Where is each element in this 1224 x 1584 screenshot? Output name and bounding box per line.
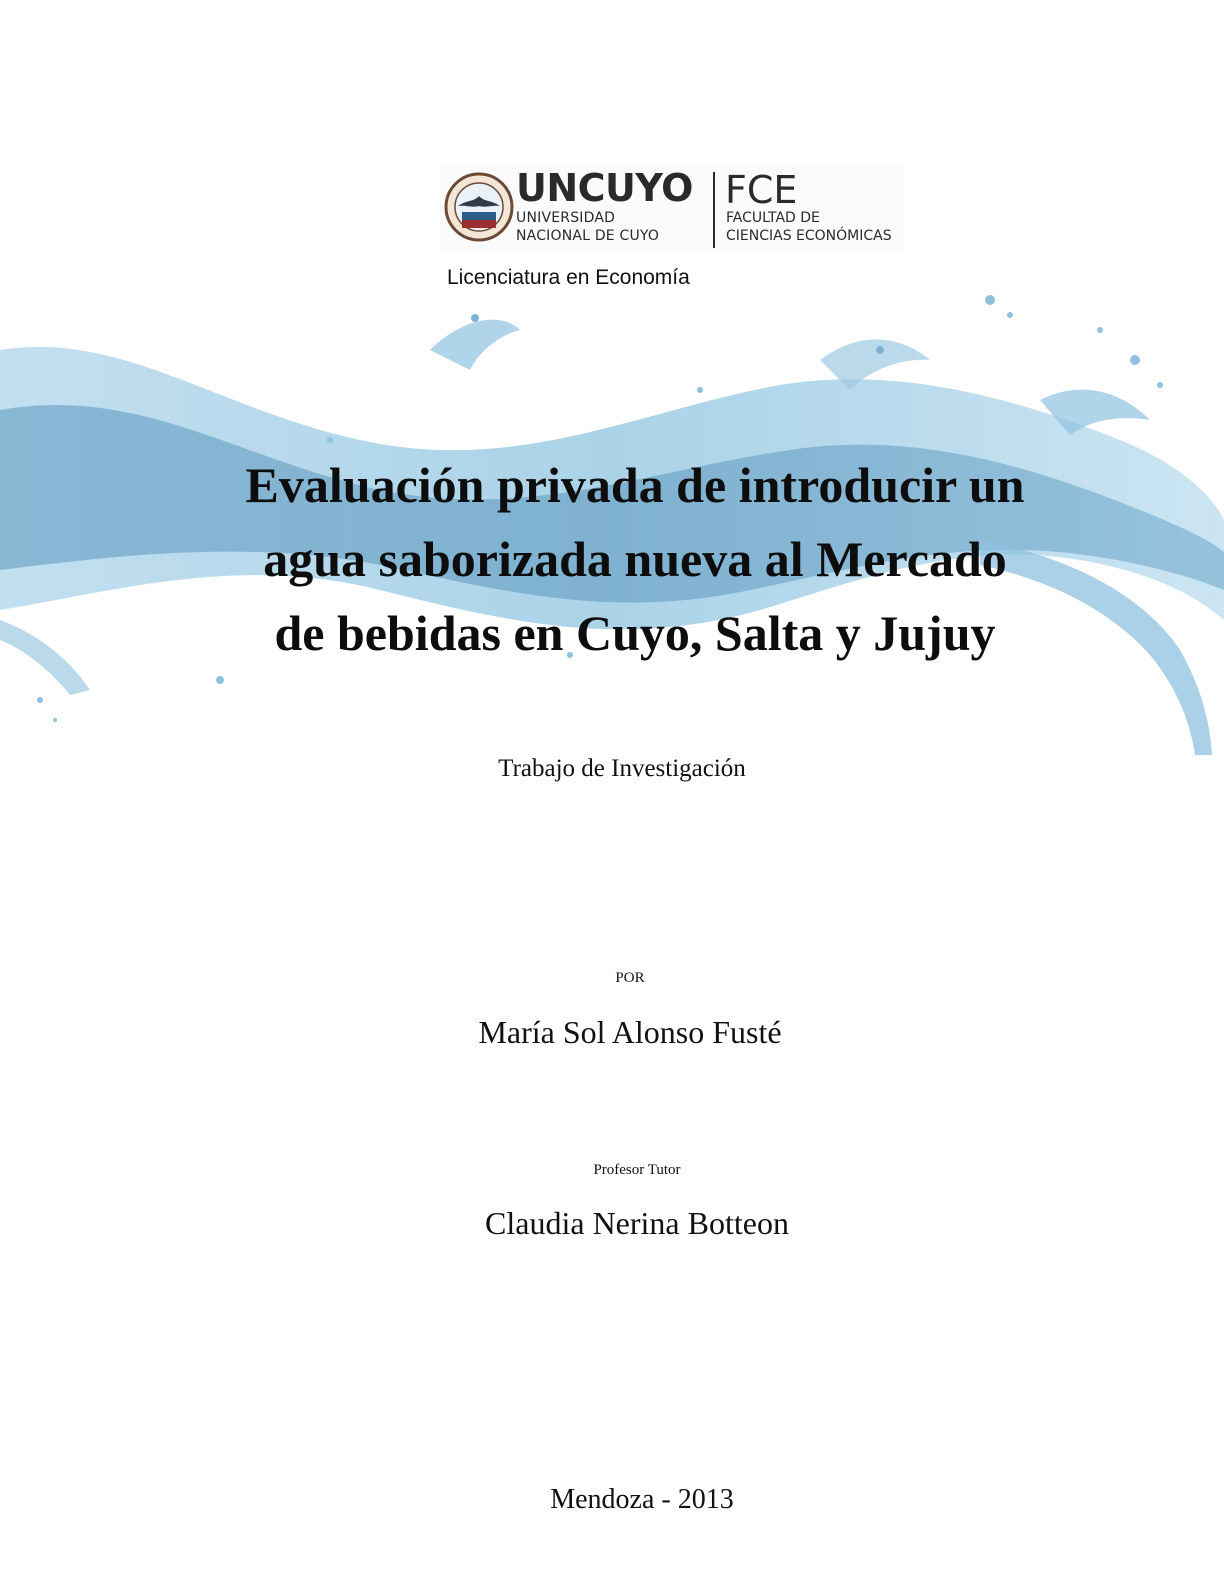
document-title [120,448,1150,670]
logo-university-line-2: NACIONAL DE CUYO [516,228,660,244]
title-line-2: agua saborizada nueva al Mercado [263,531,1007,587]
tutor-label: Profesor Tutor [593,1162,681,1178]
document-type: Trabajo de Investigación [498,755,746,782]
title-line-3: de bebidas en Cuyo, Salta y Jujuy [274,605,996,661]
place-and-date: Mendoza - 2013 [550,1484,734,1515]
logo-faculty-line-1: FACULTAD DE [726,210,820,226]
degree-program: Licenciatura en Economía [447,266,690,289]
logo-divider [713,172,715,248]
university-seal-icon [444,172,514,242]
logo-faculty-line-2: CIENCIAS ECONÓMICAS [726,228,892,244]
author-label: POR [615,970,645,986]
title-line-1: Evaluación privada de introducir un [245,457,1025,513]
logo-uncuyo-text: UNCUYO [516,166,693,210]
logo-fce-text: FCE [725,168,798,212]
author-name: María Sol Alonso Fusté [478,1014,782,1050]
tutor-name: Claudia Nerina Botteon [485,1205,789,1241]
university-logo [440,166,904,252]
logo-university-line-1: UNIVERSIDAD [516,210,616,226]
